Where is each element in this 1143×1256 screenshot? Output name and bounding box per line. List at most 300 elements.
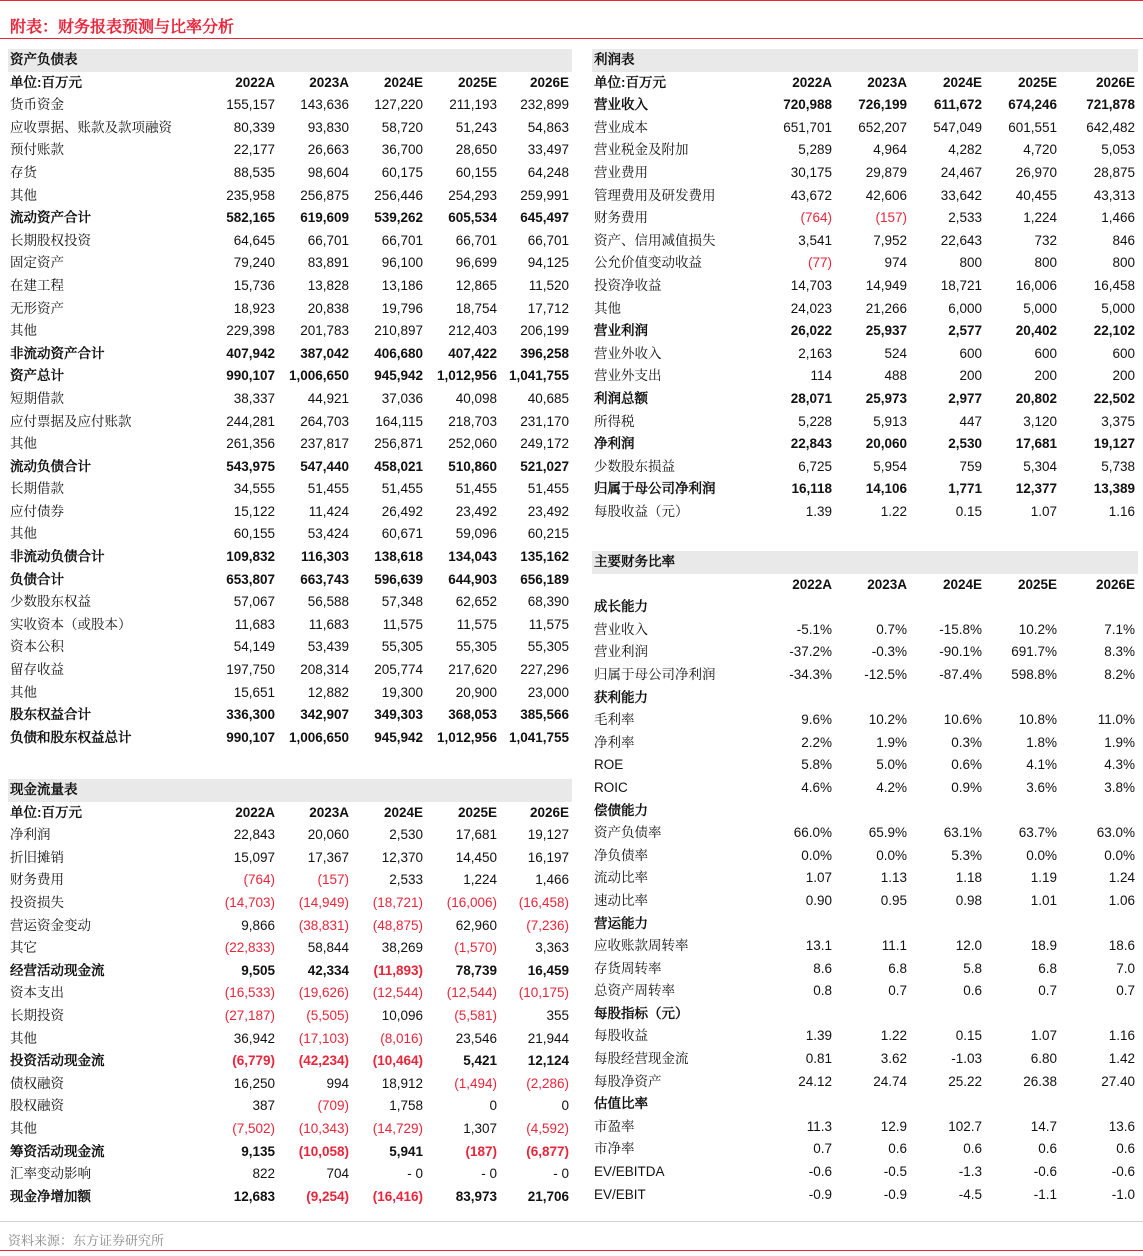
cell-value: 10.2% (868, 712, 907, 728)
cell-value: 15,651 (233, 684, 275, 700)
cell-value: (12,544) (372, 985, 423, 1001)
cell-value: 51,455 (455, 481, 497, 497)
cell-value: 63.7% (1018, 825, 1057, 841)
cell-value: 62,960 (455, 917, 497, 933)
cell-value: 407,942 (226, 345, 275, 361)
cell-value: 1,006,650 (288, 368, 349, 384)
cell-value: - 0 (481, 1166, 497, 1182)
cell-value: -1.1 (1033, 1186, 1057, 1202)
cell-value: 201,783 (300, 323, 349, 339)
row-label: 存货 (10, 164, 37, 180)
cell-value: 0.7 (888, 983, 907, 999)
row-label: 营业收入 (594, 97, 648, 113)
table-row (8, 298, 572, 321)
cell-value (910, 687, 985, 710)
cell-value: 5,228 (798, 413, 832, 429)
cell-value: 58,720 (381, 119, 423, 135)
table-row (8, 869, 572, 892)
row-label: 营业外支出 (594, 368, 662, 384)
cell-value: 7.1% (1104, 621, 1136, 637)
table-row (592, 1003, 1138, 1026)
cell-value: 217,620 (448, 662, 497, 678)
footer-accent-rule (0, 1250, 1143, 1251)
table-row (592, 641, 1138, 664)
cell-value (1060, 800, 1138, 823)
cell-value: 88,535 (233, 164, 275, 180)
cell-value: 1,012,956 (436, 368, 497, 384)
table-row (8, 847, 572, 870)
cell-value: 644,903 (448, 571, 497, 587)
row-label: 投资净收益 (594, 277, 662, 293)
cell-value: 5,941 (389, 1143, 423, 1159)
cell-value: 5,913 (873, 413, 907, 429)
cell-value: 1.39 (805, 1028, 832, 1044)
cell-value: 1,307 (463, 1120, 497, 1136)
cell-value: 64,645 (233, 232, 275, 248)
table-row (8, 591, 572, 614)
cell-value: 11.0% (1097, 712, 1136, 728)
cell-value: 54,149 (233, 639, 275, 655)
cell-value: 12,377 (1015, 481, 1057, 497)
row-label: 净负债率 (594, 847, 648, 863)
cell-value: (14,703) (224, 894, 275, 910)
cell-value: 68,390 (527, 594, 570, 610)
table-row (8, 275, 572, 298)
cell-value: 645,497 (520, 210, 570, 226)
cell-value: 12.0 (955, 938, 982, 954)
table-row (8, 892, 572, 915)
row-label: 折旧摊销 (10, 849, 64, 865)
cell-value: 0.95 (880, 892, 907, 908)
header-row (8, 802, 572, 825)
row-label: 资产、信用减值损失 (594, 232, 716, 248)
cell-value: 11,424 (308, 503, 349, 519)
cell-value: 63.0% (1096, 825, 1136, 841)
cell-value: 5,053 (1101, 142, 1136, 158)
year-header: 2026E (529, 804, 570, 820)
cell-value (1060, 913, 1138, 936)
cell-value (835, 1093, 910, 1116)
cell-value: -0.9 (883, 1186, 907, 1202)
table-row (592, 185, 1138, 208)
cell-value: -1.03 (951, 1051, 982, 1067)
cell-value: 846 (1112, 232, 1136, 248)
cell-value: 96,100 (381, 255, 423, 271)
cell-value: 53,439 (307, 639, 349, 655)
cell-value: 22,502 (1093, 390, 1136, 406)
cell-value: (12,544) (446, 985, 497, 1001)
row-label: 股权融资 (10, 1098, 64, 1114)
table-row (592, 1116, 1138, 1139)
cell-value: 3,120 (1023, 413, 1057, 429)
year-header: 2025E (1017, 74, 1057, 90)
cell-value (985, 800, 1060, 823)
cell-value: 539,262 (374, 210, 423, 226)
cell-value (985, 1003, 1060, 1026)
cell-value (985, 1093, 1060, 1116)
cell-value (760, 596, 835, 619)
cell-value: 252,060 (448, 436, 497, 452)
income-statement-grid (592, 49, 1138, 523)
cell-value: 17,681 (455, 827, 497, 843)
cell-value: 12,370 (381, 849, 423, 865)
cell-value: 0.7 (1116, 983, 1136, 999)
cell-value: 197,750 (226, 662, 275, 678)
cell-value: (5,581) (454, 1007, 497, 1023)
cell-value: 40,098 (455, 390, 497, 406)
cell-value: 16,250 (233, 1075, 275, 1091)
balance-sheet-table (8, 49, 572, 749)
table-row (592, 139, 1138, 162)
cell-value: 63.1% (943, 825, 982, 841)
cell-value: 9,135 (241, 1143, 275, 1159)
cell-value: (42,234) (298, 1053, 349, 1069)
row-label: 总资产周转率 (594, 983, 675, 999)
cell-value: 22,102 (1093, 323, 1136, 339)
cell-value: 14,703 (790, 277, 832, 293)
cell-value: 44,921 (307, 390, 349, 406)
row-label: 其他 (10, 1120, 37, 1136)
cell-value: 1.39 (805, 503, 832, 519)
cell-value: 256,446 (374, 187, 423, 203)
cell-value: 355 (546, 1007, 570, 1023)
year-header: 2025E (457, 804, 497, 820)
table-row (592, 958, 1138, 981)
cell-value: 582,165 (226, 210, 275, 226)
cell-value: 1,758 (389, 1098, 423, 1114)
cell-value: -34.3% (789, 666, 832, 682)
cell-value: 1.19 (1030, 870, 1057, 886)
cell-value: 800 (959, 255, 982, 271)
cell-value: 11,575 (382, 616, 423, 632)
cell-value: -1.0 (1111, 1186, 1136, 1202)
cell-value: 34,555 (233, 481, 275, 497)
cell-value: (7,236) (526, 917, 570, 933)
cell-value: 20,802 (1015, 390, 1057, 406)
cell-value: -1.3 (958, 1164, 982, 1180)
cell-value: 600 (1034, 345, 1057, 361)
cell-value: 387,042 (300, 345, 349, 361)
cell-value: 1,012,956 (436, 729, 497, 745)
cell-value: 78,739 (455, 962, 497, 978)
row-label: 营业利润 (594, 323, 648, 339)
table-row (592, 343, 1138, 366)
cell-value: 1.24 (1108, 870, 1136, 886)
cell-value (835, 687, 910, 710)
cell-value: (22,833) (224, 940, 275, 956)
row-label: 资产总计 (10, 368, 64, 384)
row-label: 实收资本（或股本） (10, 616, 132, 632)
cell-value: (4,592) (526, 1120, 570, 1136)
cell-value: (48,875) (372, 917, 423, 933)
row-label: 每股指标（元） (594, 1005, 689, 1021)
cell-value: 57,348 (381, 594, 423, 610)
cell-value: 22,177 (233, 142, 275, 158)
table-row (8, 207, 572, 230)
cell-value: 53,424 (307, 526, 349, 542)
cell-value: 26,492 (381, 503, 423, 519)
cell-value: 2,533 (389, 872, 423, 888)
cell-value: 4.6% (801, 779, 832, 795)
row-label: 债权融资 (10, 1075, 64, 1091)
row-label: 其他 (10, 323, 37, 339)
cell-value: 26,663 (307, 142, 349, 158)
cell-value: 651,701 (783, 119, 832, 135)
cell-value: 5,738 (1101, 458, 1136, 474)
cell-value: 0.3% (951, 734, 982, 750)
cell-value: 1.07 (805, 870, 832, 886)
row-label: 财务费用 (10, 872, 64, 888)
table-row (8, 682, 572, 705)
cell-value: 994 (326, 1075, 349, 1091)
cell-value: (16,416) (372, 1188, 423, 1204)
table-row (592, 1138, 1138, 1161)
table-row (592, 433, 1138, 456)
row-label: 留存收益 (10, 662, 64, 678)
cell-value: 759 (959, 458, 982, 474)
cell-value: 24,023 (790, 300, 832, 316)
cell-value: 17,681 (1015, 436, 1057, 452)
cell-value: 0.98 (955, 892, 982, 908)
cell-value: 116,303 (300, 549, 349, 565)
table-row (8, 1186, 572, 1209)
row-label: 应付债券 (10, 503, 64, 519)
cell-value: (1,494) (454, 1075, 497, 1091)
cell-value: 0.7 (1038, 983, 1057, 999)
cell-value (910, 596, 985, 619)
row-label: 现金净增加额 (10, 1188, 91, 1204)
unit-label: 单位:百万元 (594, 74, 666, 90)
cell-value: 18,754 (455, 300, 497, 316)
cell-value: 23,492 (527, 503, 570, 519)
cell-value: 1,771 (948, 481, 982, 497)
table-row (8, 636, 572, 659)
cell-value: 42,334 (307, 962, 349, 978)
cell-value: 16,459 (527, 962, 570, 978)
title-rule (0, 38, 1143, 39)
table-row (8, 1118, 572, 1141)
cell-value: 13,186 (381, 277, 423, 293)
cell-value: 1,041,755 (508, 368, 570, 384)
cell-value: (7,502) (232, 1120, 275, 1136)
row-label: 利润总额 (594, 390, 648, 406)
section-title-row (592, 49, 1138, 72)
cell-value: 11,575 (456, 616, 497, 632)
cell-value: 601,551 (1008, 119, 1057, 135)
cell-value: 259,991 (520, 187, 570, 203)
table-row (592, 890, 1138, 913)
cell-value: (187) (465, 1143, 497, 1159)
cell-value: 20,060 (865, 436, 907, 452)
cell-value: (19,626) (298, 985, 349, 1001)
source-note: 资料来源：东方证券研究所 (8, 1233, 165, 1248)
cell-value: (157) (875, 210, 907, 226)
table-row (592, 1184, 1138, 1207)
row-label: 其他 (10, 436, 37, 452)
table-row (592, 1071, 1138, 1094)
cell-value: 114 (810, 368, 832, 384)
cell-value (910, 1093, 985, 1116)
table-row (8, 523, 572, 546)
cell-value: 458,021 (374, 458, 423, 474)
cell-value: 12,124 (527, 1053, 570, 1069)
cell-value: -4.5 (958, 1186, 982, 1202)
cell-value: 396,258 (520, 345, 570, 361)
cell-value: (14,949) (298, 894, 349, 910)
cell-value: 342,907 (300, 707, 349, 723)
table-row (592, 207, 1138, 230)
cell-value: 55,305 (527, 639, 570, 655)
table-row (592, 619, 1138, 642)
table-row (8, 824, 572, 847)
cell-value: 244,281 (226, 413, 275, 429)
cell-value: 13.6 (1108, 1118, 1136, 1134)
row-label: 营运能力 (594, 915, 648, 931)
cell-value: 43,313 (1093, 187, 1136, 203)
header-row (592, 72, 1138, 95)
row-label: 所得税 (594, 413, 635, 429)
table-row (8, 704, 572, 727)
cell-value (835, 913, 910, 936)
cell-value: (16,006) (446, 894, 497, 910)
row-label: 货币资金 (10, 97, 64, 113)
cell-value: 0.6% (951, 757, 982, 773)
cell-value: 20,402 (1015, 323, 1057, 339)
cell-value: (709) (317, 1098, 349, 1114)
cell-value: 600 (959, 345, 982, 361)
cell-value: 135,162 (520, 549, 570, 565)
cell-value: 945,942 (374, 368, 423, 384)
cell-value: - 0 (407, 1166, 423, 1182)
cell-value: 11,683 (234, 616, 275, 632)
table-row (8, 982, 572, 1005)
row-label: 营业外收入 (594, 345, 662, 361)
cell-value: 1.8% (1026, 734, 1057, 750)
section-title-row (592, 551, 1138, 574)
year-header: 2023A (309, 74, 349, 90)
table-row (8, 230, 572, 253)
cell-value: 22,843 (790, 436, 832, 452)
cell-value: 8.2% (1104, 666, 1136, 682)
cell-value: -15.8% (939, 621, 982, 637)
cell-value: (27,187) (224, 1007, 275, 1023)
table-row (8, 937, 572, 960)
table-row (592, 800, 1138, 823)
cell-value: 16,006 (1015, 277, 1057, 293)
table-row (8, 365, 572, 388)
cell-value: 138,618 (374, 549, 423, 565)
table-row (592, 117, 1138, 140)
row-label: 速动比率 (594, 892, 648, 908)
cell-value: 336,300 (226, 707, 275, 723)
header-row (592, 574, 1138, 597)
cell-value: 822 (252, 1166, 275, 1182)
cell-value (835, 1003, 910, 1026)
cash-flow-table (8, 779, 572, 1208)
cell-value: 237,817 (300, 436, 349, 452)
section-title: 现金流量表 (8, 779, 572, 802)
table-row (592, 980, 1138, 1003)
cell-value: (764) (800, 210, 832, 226)
cell-value: 800 (1112, 255, 1136, 271)
cell-value: 0.6 (1038, 1141, 1057, 1157)
cell-value: 65.9% (868, 825, 907, 841)
cell-value: 1,041,755 (508, 729, 570, 745)
cell-value: 23,546 (455, 1030, 497, 1046)
cell-value: 256,875 (300, 187, 349, 203)
table-row (8, 1050, 572, 1073)
cell-value: 25,937 (865, 323, 907, 339)
cell-value: 990,107 (226, 729, 275, 745)
cell-value: 600 (1112, 345, 1136, 361)
cell-value: 1,224 (1023, 210, 1057, 226)
table-row (8, 1005, 572, 1028)
year-header: 2024E (383, 74, 423, 90)
row-label: 在建工程 (10, 277, 64, 293)
cell-value: 13.1 (805, 938, 832, 954)
cell-value: 349,303 (374, 707, 423, 723)
cell-value: 3,363 (535, 940, 570, 956)
table-row (8, 614, 572, 637)
cell-value: 642,482 (1086, 119, 1136, 135)
cell-value (1060, 687, 1138, 710)
cell-value: 210,897 (374, 323, 423, 339)
cell-value: -0.6 (1033, 1164, 1057, 1180)
cell-value: 16,197 (527, 849, 570, 865)
table-row (592, 596, 1138, 619)
cell-value (835, 596, 910, 619)
cell-value: 249,172 (520, 436, 570, 452)
cell-value: -0.6 (808, 1164, 832, 1180)
cell-value: 5.8 (963, 960, 982, 976)
cell-value: 13,389 (1093, 481, 1136, 497)
cell-value (910, 1003, 985, 1026)
cell-value: 25.22 (948, 1073, 982, 1089)
cell-value: 726,199 (858, 97, 907, 113)
table-row (592, 777, 1138, 800)
cell-value: 83,973 (455, 1188, 497, 1204)
row-label: 其他 (10, 684, 37, 700)
cell-value: 5,954 (873, 458, 907, 474)
cell-value: 3.62 (880, 1051, 907, 1067)
row-label: 资本支出 (10, 985, 64, 1001)
cell-value: 4,720 (1023, 142, 1057, 158)
cell-value: 5,421 (463, 1053, 497, 1069)
cell-value: 691.7% (1011, 644, 1057, 660)
cell-value: 406,680 (374, 345, 423, 361)
cell-value: (18,721) (372, 894, 423, 910)
section-title: 利润表 (592, 49, 1138, 72)
cell-value: 51,455 (307, 481, 349, 497)
cell-value: 3,541 (798, 232, 832, 248)
year-header: 2026E (529, 74, 570, 90)
cell-value: 547,049 (933, 119, 982, 135)
cell-value: 656,189 (520, 571, 570, 587)
cell-value: 12,865 (455, 277, 497, 293)
cell-value: 56,588 (307, 594, 349, 610)
row-label: 负债合计 (10, 571, 64, 587)
cell-value: 14,949 (865, 277, 907, 293)
cell-value: 200 (1112, 368, 1136, 384)
cell-value: 51,455 (381, 481, 423, 497)
cell-value: 261,356 (226, 436, 275, 452)
table-row (8, 659, 572, 682)
cell-value: 488 (884, 368, 907, 384)
cell-value: 5.8% (801, 757, 832, 773)
cell-value: (10,058) (298, 1143, 349, 1159)
cell-value: (6,877) (526, 1143, 570, 1159)
cell-value: 11,575 (528, 616, 570, 632)
